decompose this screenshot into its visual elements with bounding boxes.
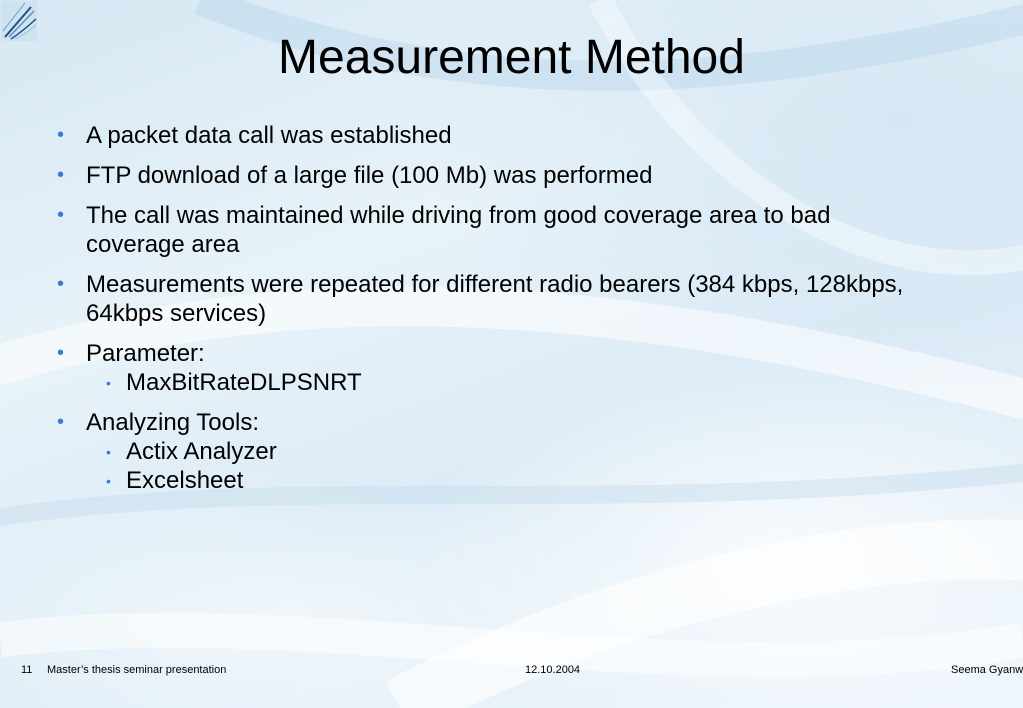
footer-date: 12.10.2004: [525, 664, 581, 676]
sub-bullet-item: [57, 437, 917, 466]
bullet-item: [57, 201, 917, 259]
bullet-text: Parameter:: [86, 340, 205, 367]
footer-author: Seema Gyanw: [951, 664, 1023, 676]
footer-page-number: 11: [21, 664, 33, 676]
sub-bullet-text: Actix Analyzer: [126, 438, 277, 465]
sub-bullet-text: MaxBitRateDLPSNRT: [126, 369, 362, 396]
bullet-list: [57, 121, 917, 506]
bullet-text: Analyzing Tools:: [86, 409, 259, 436]
bullet-dot-icon: •: [57, 273, 65, 295]
footer-presentation-title: Master’s thesis seminar presentation: [47, 664, 227, 676]
bullet-text: Measurements were repeated for different radio bearers (384 kbps, 128kbps, 64kbps services): [86, 271, 904, 327]
bullet-dot-icon: •: [57, 124, 65, 146]
sub-bullet-dot-icon: •: [106, 473, 111, 489]
bullet-text: A packet data call was established: [86, 122, 452, 149]
bullet-text: FTP download of a large file (100 Mb) was performed: [86, 162, 653, 189]
bullet-dot-icon: •: [57, 164, 65, 186]
slide-title: Measurement Method: [278, 31, 745, 84]
sub-bullet-dot-icon: •: [106, 375, 111, 391]
bullet-text: The call was maintained while driving from good coverage area to bad coverage area: [86, 202, 831, 258]
bullet-item: [57, 270, 917, 328]
bullet-dot-icon: •: [57, 204, 65, 226]
sub-bullet-item: [57, 466, 917, 495]
bullet-item: [57, 161, 917, 190]
bullet-item: [57, 339, 917, 397]
sub-bullet-item: [57, 368, 917, 397]
bullet-item: [57, 408, 917, 495]
sub-bullet-dot-icon: •: [106, 444, 111, 460]
bullet-dot-icon: •: [57, 342, 65, 364]
bullet-item: [57, 121, 917, 150]
sub-bullet-text: Excelsheet: [126, 467, 244, 494]
bullet-dot-icon: •: [57, 411, 65, 433]
